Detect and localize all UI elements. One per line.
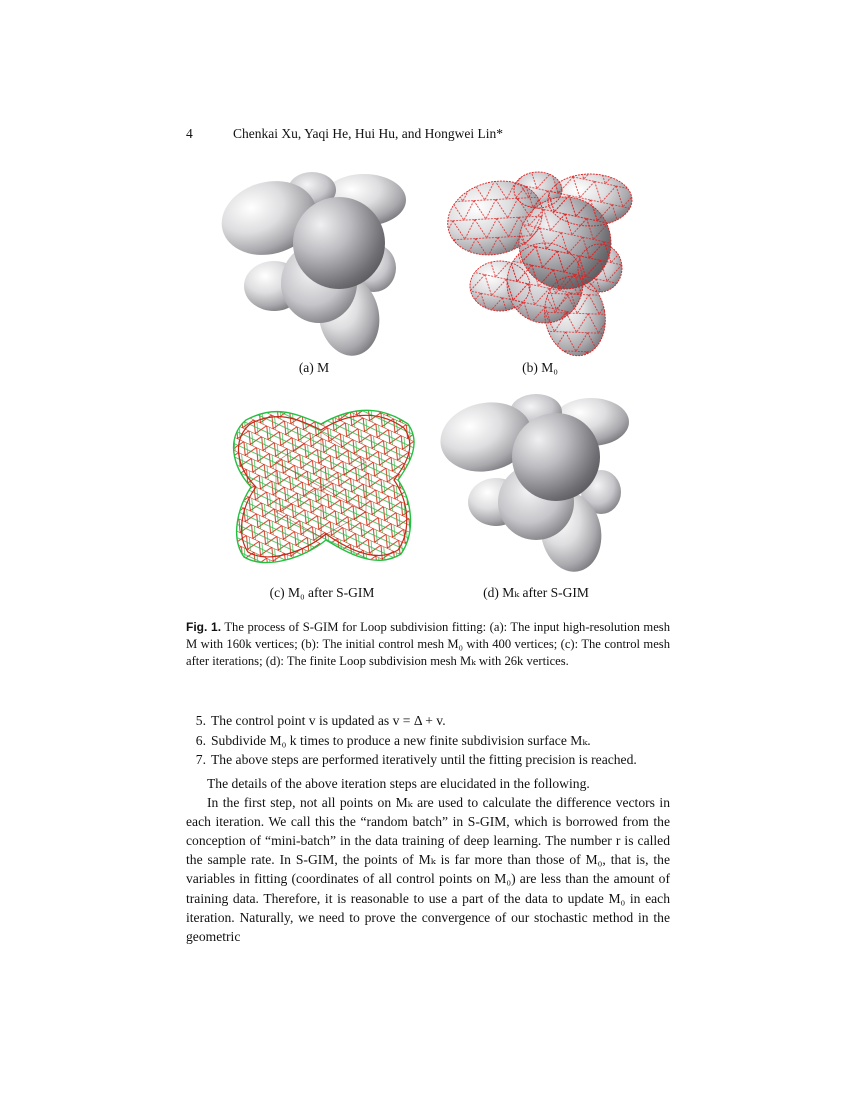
list-item	[186, 750, 670, 770]
figure-caption	[186, 619, 670, 671]
step-text: The above steps are performed iteratively until the fitting precision is reached.	[211, 752, 637, 767]
step-text: The control point v is updated as v = Δ + v.	[211, 713, 446, 728]
page-number: 4	[186, 126, 193, 141]
subfigure-c-label: (c) M₀ after S-GIM	[269, 585, 375, 600]
subfigure-a-label: (a) M	[298, 360, 330, 375]
paragraph: In the first step, not all points on Mₖ are used to calculate the difference vectors in each iteration. We call this the “random batch” in S-GIM, which is borrowed from the conception of “mini-batch” in the data training of deep learning. The number r is called the sample rate. In S-GIM, the points of Mₖ is far more than those of M₀, that is, the variables in fitting (coordinates of all control points on M₀) are less than the amount of training data. Therefore, it is reasonable to use a part of the data to update M₀ in each iteration. Naturally, we need to prove the convergence of our stochastic method in the geometric	[186, 795, 670, 944]
figure-d-subdivision-surface	[436, 392, 636, 582]
author-list: Chenkai Xu, Yaqi He, Hui Hu, and Hongwei Lin*	[233, 126, 503, 141]
figure-a-smooth-mesh	[214, 168, 414, 358]
figure-b-control-mesh	[440, 168, 640, 358]
subfigure-b-label: (b) M₀	[522, 360, 558, 375]
list-item	[186, 731, 670, 751]
list-item	[186, 711, 670, 731]
step-text: Subdivide M₀ k times to produce a new finite subdivision surface Mₖ.	[211, 732, 591, 748]
figure-c-control-mesh-after	[216, 402, 426, 572]
algorithm-steps	[186, 711, 670, 770]
step-number: 7.	[195, 752, 206, 767]
caption-text: The process of S-GIM for Loop subdivision fitting: (a): The input high-resolution mesh M with 160k vertices; (b): The initial control mesh M₀ with 400 vertices; (c): The control mesh after iterations; (d): The finite Loop subdivision mesh Mₖ with 26k vertices.	[186, 620, 671, 669]
body-text	[186, 774, 670, 946]
step-number: 5.	[195, 713, 206, 728]
caption-label: Fig. 1.	[186, 620, 222, 634]
step-number: 6.	[195, 732, 206, 748]
subfigure-d-label: (d) Mₖ after S-GIM	[483, 585, 589, 600]
paragraph: The details of the above iteration steps are elucidated in the following.	[207, 776, 590, 791]
